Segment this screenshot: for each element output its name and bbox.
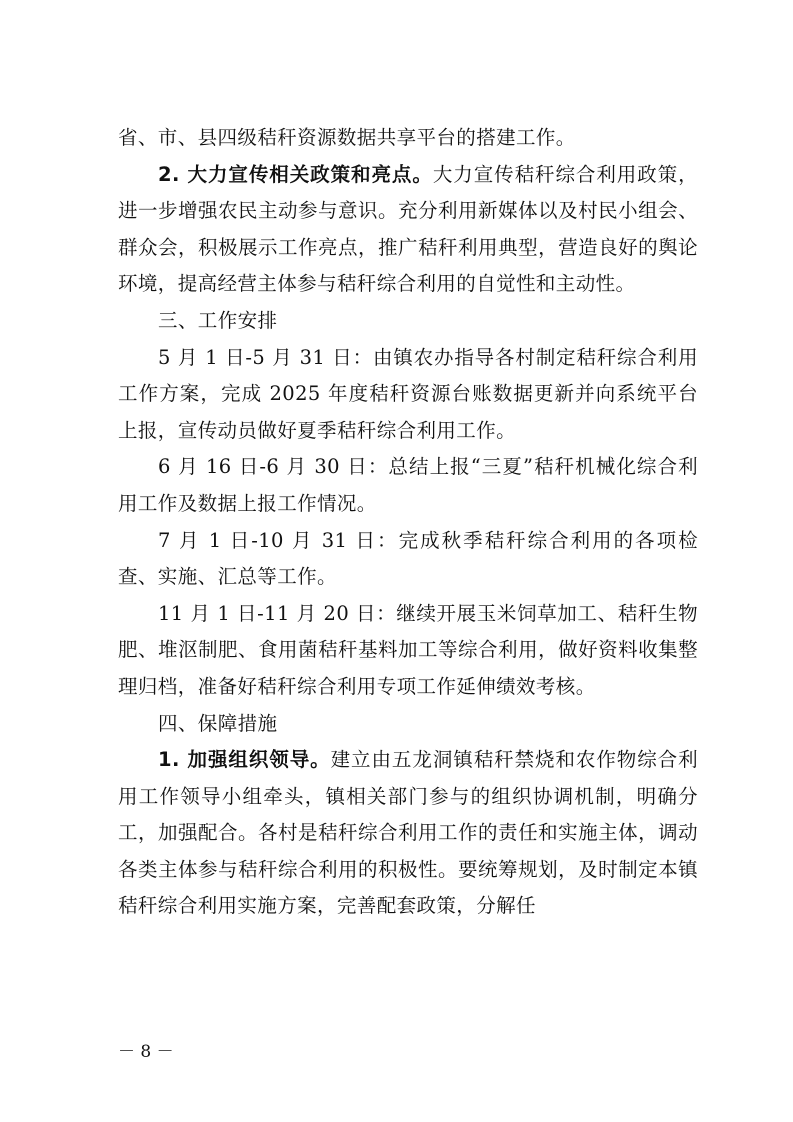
paragraph-publicity — [118, 157, 698, 303]
schedule-text: 完成秋季秸秆综合利用的各项检查、实施、汇总等工作。 — [118, 528, 698, 589]
paragraph-text: 建立由五龙洞镇秸秆禁烧和农作物综合利用工作领导小组牵头，镇相关部门参与的组织协调机制，明确分工，加强配合。各村是秸秆综合利用工作的责任和实施主体，调动各类主体参与秸秆综合利用的积极性。要统筹规划，及时制定本镇秸秆综合利用实施方案，完善配套政策，分解任 — [118, 748, 699, 918]
schedule-date: 11 月 1 日-11 月 20 日： — [158, 601, 397, 625]
paragraph-continuation: 省、市、县四级秸秆资源数据共享平台的搭建工作。 — [118, 126, 576, 149]
schedule-item — [118, 523, 698, 596]
section-heading-safeguards: 四、保障措施 — [158, 711, 278, 735]
paragraph-lead: 2. 大力宣传相关政策和亮点。 — [158, 162, 433, 186]
paragraph-organization — [118, 742, 698, 925]
schedule-text: 总结上报“三夏”秸秆机械化综合利用工作及数据上报工作情况。 — [118, 455, 698, 515]
paragraph-text: 大力宣传秸秆综合利用政策，进一步增强农民主动参与意识。充分利用新媒体以及村民小组会、群众会，积极展示工作亮点，推广秸秆利用典型，营造良好的舆论环境，提高经营主体参与秸秆综合利用的自觉性和主动性。 — [118, 162, 699, 296]
schedule-item — [118, 449, 698, 522]
schedule-date: 6 月 16 日-6 月 30 日： — [158, 455, 389, 479]
section-heading-work-arrangement: 三、工作安排 — [158, 308, 278, 332]
schedule-text: 由镇农办指导各村制定秸秆综合利用工作方案，完成 2025 年度秸秆资源台账数据更新并向系统平台上报，宣传动员做好夏季秸秆综合利用工作。 — [118, 345, 698, 442]
schedule-text: 继续开展玉米饲草加工、秸秆生物肥、堆沤制肥、食用菌秸秆基料加工等综合利用，做好资料收集整理归档，准备好秸秆综合利用专项工作延伸绩效考核。 — [118, 601, 698, 698]
schedule-date: 5 月 1 日-5 月 31 日： — [158, 345, 373, 369]
paragraph-lead: 1. 加强组织领导。 — [158, 748, 331, 772]
page-number: － 8 － — [118, 1042, 174, 1062]
schedule-date: 7 月 1 日-10 月 31 日： — [158, 528, 399, 552]
schedule-item — [118, 340, 698, 450]
document-body — [118, 120, 698, 925]
schedule-item — [118, 596, 698, 706]
